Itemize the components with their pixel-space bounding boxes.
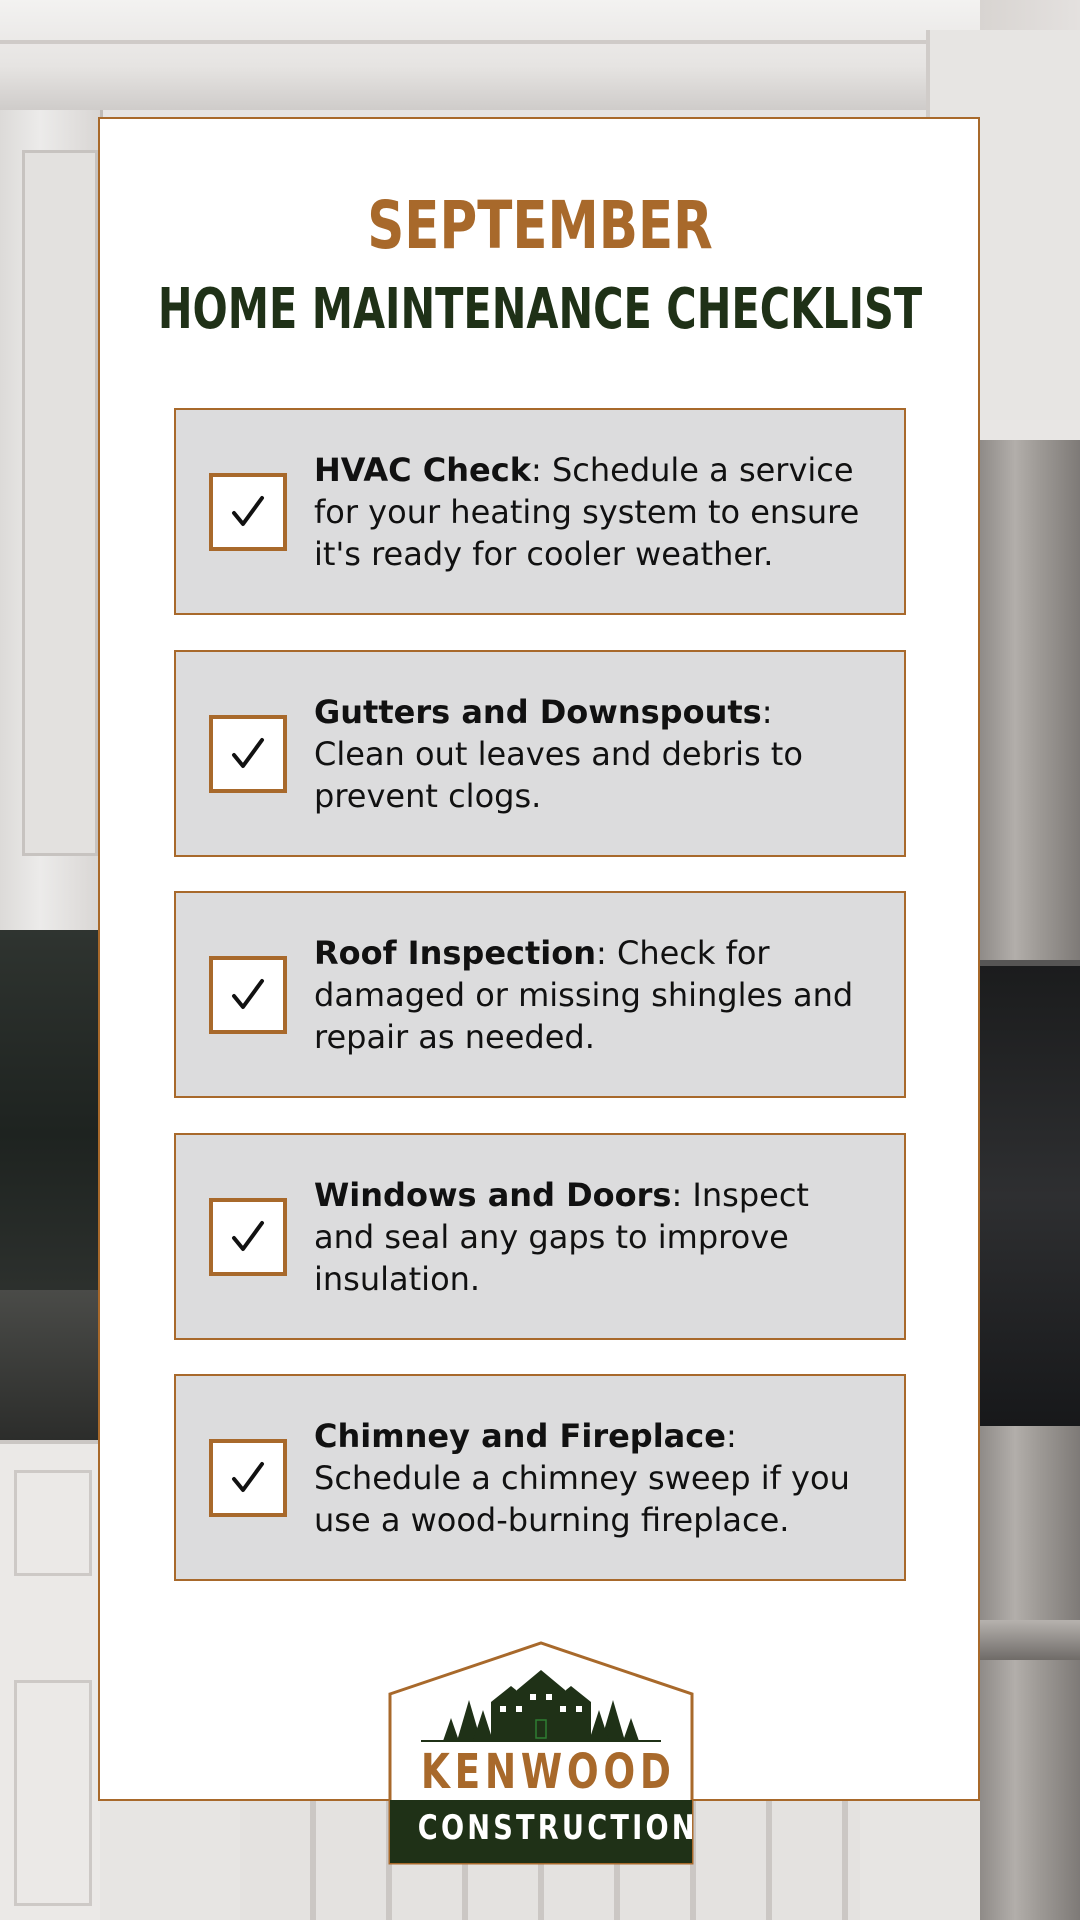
check-icon [228,734,268,774]
checklist-item-title: HVAC Check [314,450,531,489]
page-title-month: SEPTEMBER [367,187,713,264]
checklist-item-hvac [174,408,906,615]
checklist-item-text [314,893,864,1096]
logo-sub-text: CONSTRUCTION [417,1808,698,1848]
checklist-item-text [314,1135,864,1338]
checklist-item-title: Windows and Doors [314,1175,672,1214]
checkbox[interactable] [209,1198,287,1276]
page-subtitle: HOME MAINTENANCE CHECKLIST [157,277,923,342]
check-icon [228,975,268,1015]
logo-brand-text: KENWOOD [420,1744,676,1800]
checklist-item-title: Chimney and Fireplace [314,1416,726,1455]
kenwood-logo [387,1640,698,1866]
checklist-item-roof [174,891,906,1098]
checklist-item-windows [174,1133,906,1340]
checklist-item-text [314,652,864,855]
checklist-item-description: : Check for damaged or missing shingles and repair as needed. [314,933,854,1056]
checklist-item-chimney [174,1374,906,1581]
checklist-item-title: Roof Inspection [314,933,597,972]
checklist-item-text [314,1376,864,1579]
check-icon [228,1217,268,1257]
checklist-item-description: : Clean out leaves and debris to prevent clogs. [314,692,803,815]
checklist-item-gutters [174,650,906,857]
checklist-item-description: : Inspect and seal any gaps to improve insulation. [314,1175,809,1298]
checklist-item-description: : Schedule a service for your heating system to ensure it's ready for cooler weather. [314,450,860,573]
checklist-item-text [314,410,864,613]
checkbox[interactable] [209,715,287,793]
checkbox[interactable] [209,473,287,551]
checklist-item-title: Gutters and Downspouts [314,692,762,731]
checkbox[interactable] [209,956,287,1034]
checkbox[interactable] [209,1439,287,1517]
check-icon [228,492,268,532]
check-icon [228,1458,268,1498]
checklist-item-description: : Schedule a chimney sweep if you use a wood-burning fireplace. [314,1416,850,1539]
